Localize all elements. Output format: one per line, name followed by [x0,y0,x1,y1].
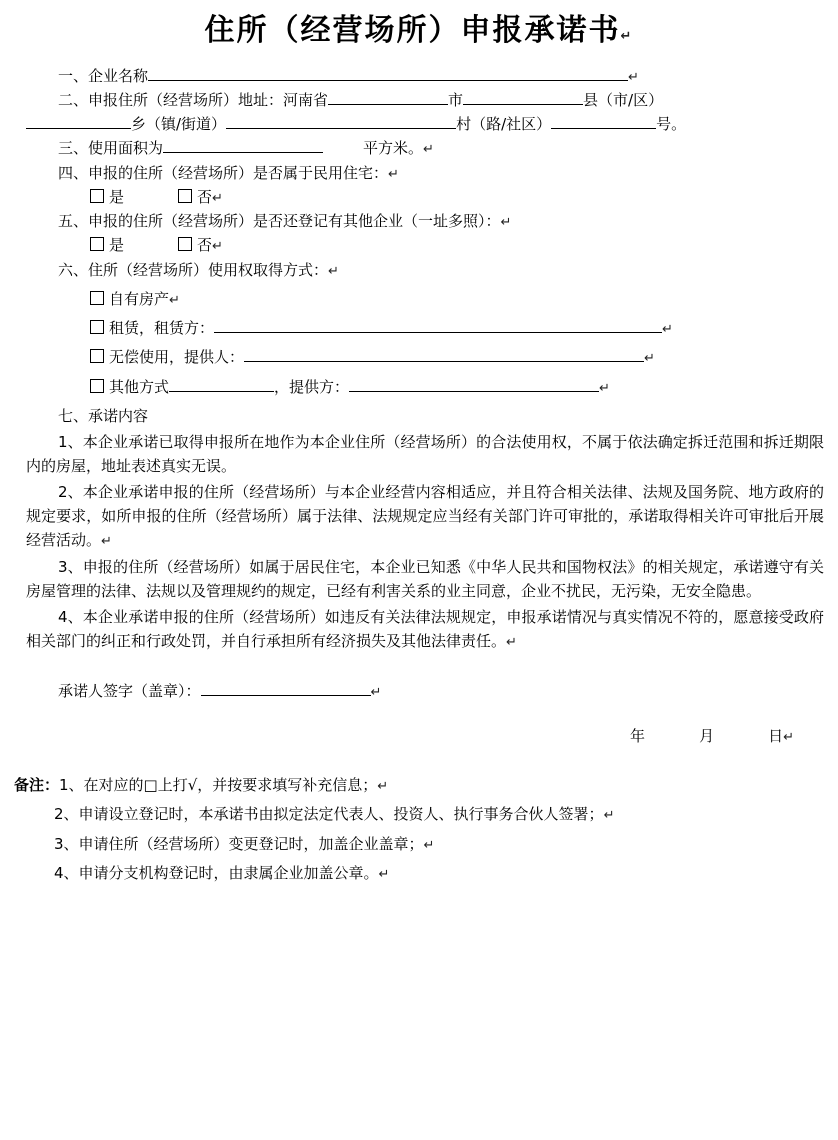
checkbox-free-use-label: 无偿使用，提供人： [109,348,245,367]
signature-label: 承诺人签字（盖章）： [58,681,201,700]
lease-party-blank[interactable] [214,317,662,333]
field-address-line1 [14,89,824,112]
address-village-blank[interactable] [226,113,456,129]
other-provider-blank[interactable] [349,376,599,392]
notes-section [14,774,824,885]
checkbox-residential-yes-label: 是 [109,187,125,206]
checkbox-residential-no-label: 否 [197,187,213,206]
note-text-1: 1、在对应的□上打√，并按要求填写补充信息； [59,776,378,795]
field-address-label: 二、申报住所（经营场所）地址：河南省 [58,90,329,109]
address-number-unit: 号。 [656,115,687,133]
field-usage-right-label: 六、住所（经营场所）使用权取得方式： [58,260,329,279]
field-area-unit: 平方米。 [363,139,424,158]
promise-paragraph-2 [14,480,824,553]
address-town-unit: 乡（镇/街道） [131,115,227,133]
date-month-label: 月 [699,726,715,745]
checkbox-multiple-yes-label: 是 [109,236,125,255]
pilcrow-mark: ↵ [328,263,339,279]
promise-text-4: 4、本企业承诺申报的住所（经营场所）如违反有关法律法规规定，申报承诺情况与真实情况不符的，愿意接受政府相关部门的纠正和行政处罚，并自行承担所有经济损失及其他法律责任。 [26,607,824,650]
note-line-1 [14,774,824,797]
free-use-provider-blank[interactable] [244,346,644,362]
pilcrow-mark: ↵ [506,634,517,650]
promise-paragraph-4 [14,605,824,654]
page-title [14,8,824,55]
checkbox-free-use[interactable] [90,349,104,363]
note-text-3: 3、申请住所（经营场所）变更登记时，加盖企业盖章； [54,834,424,853]
checkbox-own-property-label: 自有房产 [109,289,170,308]
address-county-blank[interactable] [463,89,583,105]
note-line-2 [14,803,824,826]
pilcrow-mark: ↵ [212,239,223,255]
field-multiple-registration-options [14,234,824,257]
usage-option-lease [14,317,824,340]
checkbox-own-property[interactable] [90,291,104,305]
address-town-blank[interactable] [26,113,131,129]
note-text-4: 4、申请分支机构登记时，由隶属企业加盖公章。 [54,863,379,882]
pilcrow-mark: ↵ [377,779,389,795]
checkbox-multiple-no-label: 否 [197,236,213,255]
pilcrow-mark: ↵ [628,69,639,85]
promise-paragraph-1 [14,430,824,478]
pilcrow-mark: ↵ [388,166,399,182]
checkbox-multiple-no[interactable] [178,237,192,251]
field-area-label: 三、使用面积为 [58,139,164,158]
field-promise-heading-label: 七、承诺内容 [58,406,149,425]
address-number-blank[interactable] [551,113,656,129]
note-line-4 [14,862,824,885]
pilcrow-mark: ↵ [101,534,112,549]
field-promise-heading [14,405,824,428]
address-county-unit: 县（市/区） [583,90,664,109]
promise-text-1: 1、本企业承诺已取得申报所在地作为本企业住所（经营场所）的合法使用权，不属于依法确定拆迁范围和拆迁期限内的房屋，地址表述真实无误。 [26,433,824,475]
field-company-name-label: 一、企业名称 [58,66,149,85]
usage-option-other [14,376,824,399]
address-city-unit: 市 [448,90,464,109]
notes-label: 备注： [14,776,60,795]
pilcrow-mark: ↵ [169,292,180,308]
field-multiple-registration-label: 五、申报的住所（经营场所）是否还登记有其他企业（一址多照）： [58,212,501,230]
signature-blank[interactable] [201,680,371,696]
field-area [14,137,824,160]
signature-line [14,680,824,703]
pilcrow-mark: ↵ [603,808,615,824]
checkbox-residential-yes[interactable] [90,189,104,203]
checkbox-other-method[interactable] [90,379,104,393]
field-usage-right-question [14,259,824,282]
promise-text-3: 3、申报的住所（经营场所）如属于居民住宅，本企业已知悉《中华人民共和国物权法》的相关规定，承诺遵守有关房屋管理的法律、法规以及管理规约的规定，已经有利害关系的业主同意，企业不扰民，无污染，无安全隐患。 [26,557,824,600]
usage-option-own [14,288,824,311]
field-address-line2 [14,113,824,136]
other-provider-label: ，提供方： [274,377,350,396]
checkbox-multiple-yes[interactable] [90,237,104,251]
field-multiple-registration-question [14,210,824,233]
other-method-blank[interactable] [169,376,274,392]
field-residential-question [14,162,824,185]
page-title-text: 住所（经营场所）申报承诺书 [204,13,621,48]
checkbox-lease[interactable] [90,320,104,334]
pilcrow-mark: ↵ [599,380,610,396]
pilcrow-mark: ↵ [212,190,223,206]
note-line-3 [14,833,824,856]
pilcrow-mark: ↵ [423,837,435,853]
company-name-blank[interactable] [148,65,628,81]
usage-option-free [14,346,824,369]
address-city-blank[interactable] [328,89,448,105]
address-village-unit: 村（路/社区） [456,115,552,133]
date-line [14,725,824,748]
pilcrow-mark: ↵ [423,142,434,158]
pilcrow-mark: ↵ [662,322,673,337]
pilcrow-mark: ↵ [783,729,794,745]
pilcrow-mark: ↵ [370,684,382,700]
checkbox-residential-no[interactable] [178,189,192,203]
checkbox-other-method-label: 其他方式 [109,377,170,396]
pilcrow-mark: ↵ [500,215,512,230]
checkbox-lease-label: 租赁，租赁方： [109,319,215,337]
date-day-label: 日 [768,726,784,745]
pilcrow-mark: ↵ [644,351,655,367]
note-text-2: 2、申请设立登记时，本承诺书由拟定法定代表人、投资人、执行事务合伙人签署； [54,805,604,824]
promise-text-2: 2、本企业承诺申报的住所（经营场所）与本企业经营内容相适应，并且符合相关法律、法规及国务院、地方政府的规定要求，如所申报的住所（经营场所）属于法律、法规规定应当经有关部门许可审批的，承诺取得相关许可审批后开展经营活动。 [26,483,824,549]
field-residential-options [14,186,824,209]
promise-paragraph-3 [14,555,824,603]
field-residential-label: 四、申报的住所（经营场所）是否属于民用住宅： [58,163,389,182]
pilcrow-mark: ↵ [378,866,390,882]
pilcrow-mark: ↵ [620,29,634,44]
area-blank[interactable] [163,137,323,153]
date-year-label: 年 [630,726,646,745]
field-company-name [14,65,824,88]
